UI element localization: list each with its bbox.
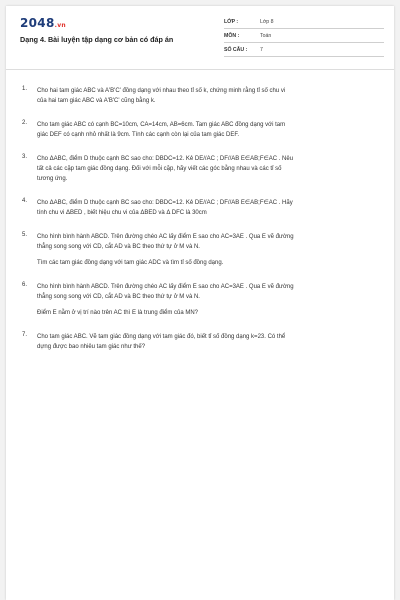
document-meta <box>224 16 384 58</box>
question-body <box>37 86 384 106</box>
question-list <box>22 86 384 366</box>
question-text-line: tính chu vi ΔBED , biết hiệu chu vi của ΔBED và Δ DFC là 30cm <box>37 210 207 216</box>
question-text-line: Cho ΔABC, điểm D thuộc cạnh BC sao cho: DBDC=12. Kẻ DE//AC ; DF//AB E∈AB;F∈AC . Nêu <box>37 156 294 162</box>
meta-label-class: LỚP : <box>224 19 239 25</box>
question-number: 1. <box>22 86 28 92</box>
question-number: 2. <box>22 120 28 126</box>
meta-value-subject: Toán <box>260 33 272 39</box>
question-item <box>22 282 384 318</box>
meta-label-question-count: SỐ CÂU : <box>224 47 248 53</box>
question-item <box>22 198 384 218</box>
logo-suffix-text: .vn <box>54 22 66 29</box>
question-body <box>37 198 384 218</box>
question-body <box>37 154 384 184</box>
question-number: 7. <box>22 332 28 338</box>
logo-main-text: 2048 <box>20 16 55 30</box>
meta-label-subject: MÔN : <box>224 33 240 39</box>
question-text-line: tất cả các cặp tam giác đồng dạng. Đối với mỗi cặp, hãy viết các góc bằng nhau và các tỉ số <box>37 166 282 172</box>
document-header <box>6 6 394 60</box>
question-item <box>22 120 384 140</box>
question-text-line: Cho hai tam giác ABC và A'B'C' đồng dạng với nhau theo tỉ số k, chứng minh rằng tỉ số chu vi <box>37 88 286 94</box>
question-number: 4. <box>22 198 28 204</box>
site-logo[interactable] <box>20 16 66 30</box>
question-text-line: Cho tam giác ABC. Vẽ tam giác đồng dạng với tam giác đó, biết tỉ số đồng dạng k=23. Có thể <box>37 334 286 340</box>
question-number: 6. <box>22 282 28 288</box>
meta-value-question-count: 7 <box>260 47 263 53</box>
meta-row-class <box>224 16 384 29</box>
meta-row-subject <box>224 30 384 43</box>
document-page <box>6 6 394 600</box>
question-text-line: dựng được bao nhiêu tam giác như thế? <box>37 344 146 350</box>
question-text-line: Cho hình bình hành ABCD. Trên đường chéo AC lấy điểm E sao cho AC=3AE . Qua E vẽ đường <box>37 284 294 290</box>
document-title: Dạng 4. Bài luyện tập dạng cơ bản có đáp án <box>20 35 174 44</box>
question-text-line: của hai tam giác ABC và A'B'C' cũng bằng k. <box>37 98 156 104</box>
question-text-line: thẳng song song với CD, cắt AD và BC theo thứ tự ở M và N. <box>37 244 200 250</box>
header-divider <box>6 69 394 70</box>
question-text-line: Cho hình bình hành ABCD. Trên đường chéo AC lấy điểm E sao cho AC=3AE . Qua E vẽ đường <box>37 234 294 240</box>
question-body <box>37 282 384 318</box>
meta-row-question-count <box>224 44 384 57</box>
question-text-line: thẳng song song với CD, cắt AD và BC theo thứ tự ở M và N. <box>37 294 200 300</box>
question-text-line: Cho ΔABC, điểm D thuộc cạnh BC sao cho: DBDC=12. Kẻ DE//AC ; DF//AB E∈AB;F∈AC . Hãy <box>37 200 293 206</box>
question-item <box>22 86 384 106</box>
question-item <box>22 232 384 268</box>
question-text-line: Cho tam giác ABC có cạnh BC=10cm, CA=14cm, AB=6cm. Tam giác ABC đồng dạng với tam <box>37 122 286 128</box>
question-subtask: Tìm các tam giác đồng dạng với tam giác ADC và tìm tỉ số đồng dạng. <box>37 260 224 266</box>
question-subtask: Điểm E nằm ở vị trí nào trên AC thì E là trung điểm của MN? <box>37 310 198 316</box>
question-body <box>37 232 384 268</box>
question-body <box>37 332 384 352</box>
question-number: 3. <box>22 154 28 160</box>
question-body <box>37 120 384 140</box>
question-text-line: tương ứng. <box>37 176 68 182</box>
meta-value-class: Lớp 8 <box>260 19 274 25</box>
question-number: 5. <box>22 232 28 238</box>
question-item <box>22 332 384 352</box>
question-text-line: giác DEF có cạnh nhỏ nhất là 9cm. Tính các cạnh còn lại của tam giác DEF. <box>37 132 239 138</box>
question-item <box>22 154 384 184</box>
